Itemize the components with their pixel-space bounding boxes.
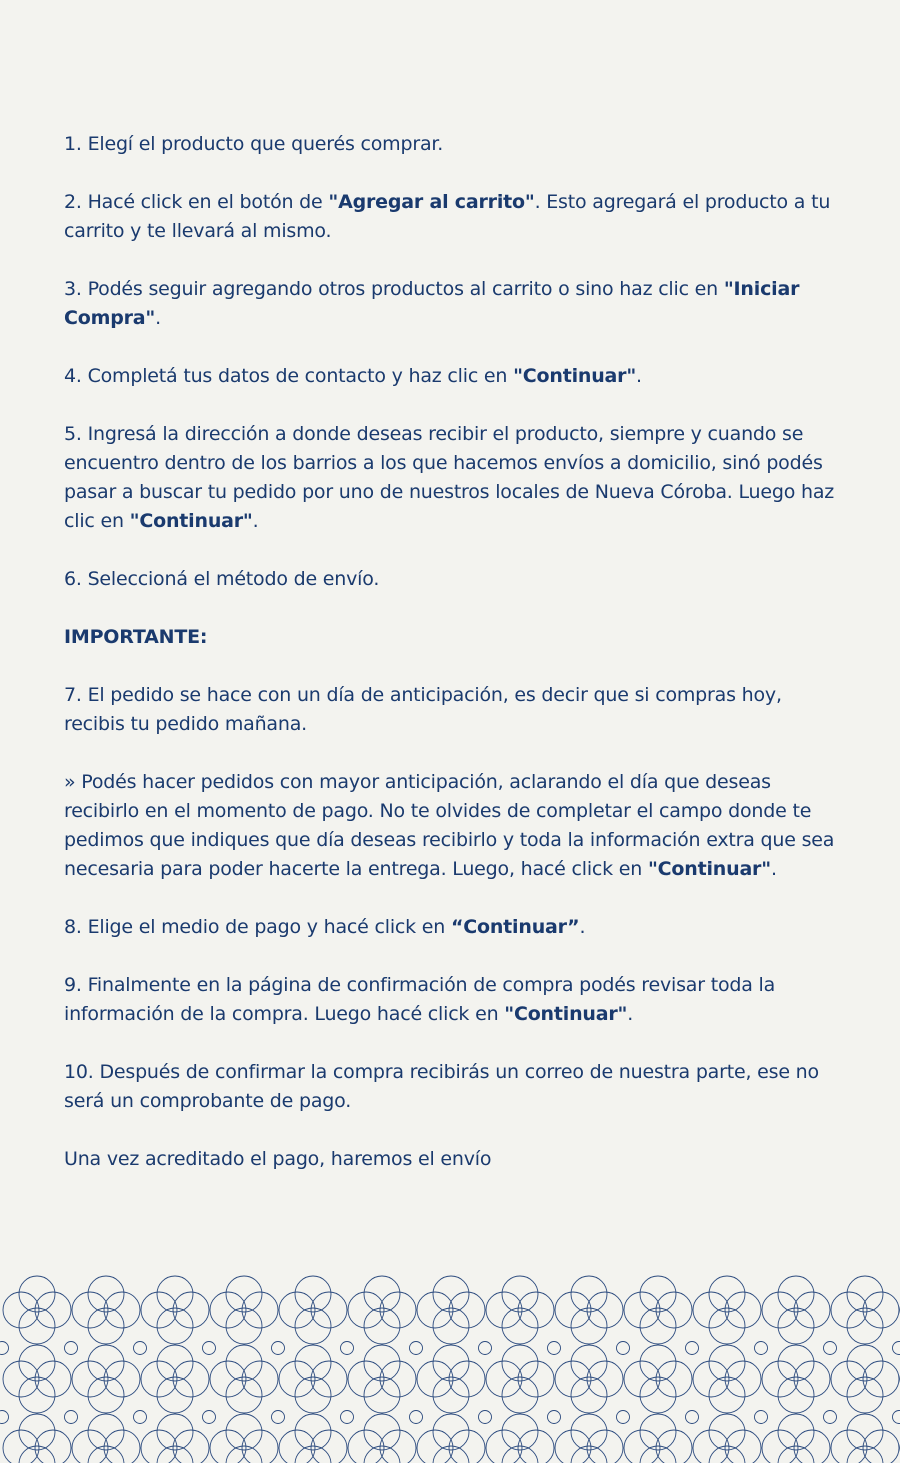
pattern-lobe [656,1292,692,1328]
pattern-lobe [35,1292,71,1328]
pattern-lobe [587,1292,623,1328]
pattern-lobe [295,1345,331,1381]
continue-label: "Continuar" [129,510,253,532]
pattern-lobe [72,1361,108,1397]
pattern-lobe [449,1361,485,1397]
pattern-ring [341,1342,354,1355]
pattern-lobe [571,1377,607,1413]
pattern-ring [0,1342,9,1355]
pattern-lobe [3,1361,39,1397]
pattern-lobe [210,1361,246,1397]
pattern-lobe [831,1292,867,1328]
continue-label: "Continuar" [504,1003,628,1025]
pattern-lobe [226,1446,262,1463]
pattern-lobe [364,1308,400,1344]
pattern-lobe [555,1361,591,1397]
pattern-lobe [794,1361,830,1397]
pattern-lobe [555,1292,591,1328]
pattern-lobe [157,1414,193,1450]
pattern-lobe [433,1308,469,1344]
pattern-lobe [847,1308,883,1344]
pattern-lobe [35,1361,71,1397]
pattern-lobe [417,1292,453,1328]
pattern-lobe [656,1361,692,1397]
pattern-lobe [486,1292,522,1328]
pattern-ring [755,1342,768,1355]
step-9: 9. Finalmente en la página de confirmación de compra podés revisar toda la información de la compra. Luego hacé click en "Continuar". [64,974,776,1025]
pattern-lobe [364,1446,400,1463]
pattern-lobe [847,1377,883,1413]
pattern-lobe [3,1292,39,1328]
pattern-lobe [502,1308,538,1344]
pattern-lobe [502,1446,538,1463]
pattern-ring [548,1342,561,1355]
pattern-lobe [640,1414,676,1450]
step-8: 8. Elige el medio de pago y hacé click en “Continuar”. [64,916,586,938]
advance-order-note: » Podés hacer pedidos con mayor anticipación, aclarando el día que deseas recibirlo en el momento de pago. No te olvides de completar el campo donde te pedimos que indiques que día deseas recibirlo y toda la información extra que sea necesaria para poder hacerte la entrega. Luego, hacé click en "Continuar". [64,771,835,880]
pattern-lobe [778,1446,814,1463]
pattern-lobe [173,1361,209,1397]
pattern-lobe [640,1276,676,1312]
pattern-lobe [778,1276,814,1312]
pattern-lobe [157,1308,193,1344]
pattern-lobe [709,1414,745,1450]
pattern-lobe [19,1377,55,1413]
step-3: 3. Podés seguir agregando otros productos al carrito o sino haz clic en "Iniciar Compra". [64,278,800,329]
pattern-lobe [88,1377,124,1413]
pattern-lobe [104,1361,140,1397]
pattern-lobe [502,1377,538,1413]
step-5: 5. Ingresá la dirección a donde deseas recibir el producto, siempre y cuando se encuentro dentro de los barrios a los que hacemos envíos a domicilio, sinó podés pasar a buscar tu pedido por uno de nuestros locales de Nueva Córoba. Luego haz clic en "Continuar". [64,423,835,532]
continue-label: "Continuar" [647,858,771,880]
pattern-lobe [624,1361,660,1397]
pattern-lobe [762,1292,798,1328]
pattern-ring [479,1411,492,1424]
pattern-lobe [364,1377,400,1413]
pattern-lobe [364,1276,400,1312]
quatrefoil-pattern-icon [0,1270,900,1463]
pattern-lobe [624,1292,660,1328]
step-7: 7. El pedido se hace con un día de anticipación, es decir que si compras hoy, recibis tu pedido mañana. [64,684,782,735]
pattern-lobe [709,1276,745,1312]
pattern-lobe [364,1345,400,1381]
pattern-lobe [226,1345,262,1381]
continue-label: “Continuar” [450,916,580,938]
step-1: 1. Elegí el producto que querés comprar. [64,133,444,155]
pattern-ring [617,1411,630,1424]
purchase-steps [64,130,844,1203]
decorative-pattern [0,1270,900,1463]
pattern-lobe [19,1446,55,1463]
pattern-lobe [88,1414,124,1450]
pattern-lobe [502,1345,538,1381]
pattern-lobe [210,1292,246,1328]
pattern-lobe [88,1308,124,1344]
pattern-lobe [88,1446,124,1463]
pattern-lobe [778,1414,814,1450]
pattern-lobe [295,1308,331,1344]
pattern-lobe [19,1345,55,1381]
pattern-ring [341,1411,354,1424]
pattern-lobe [157,1276,193,1312]
pattern-ring [686,1342,699,1355]
pattern-ring [65,1411,78,1424]
pattern-ring [893,1342,900,1355]
pattern-lobe [157,1446,193,1463]
pattern-lobe [709,1377,745,1413]
pattern-lobe [778,1345,814,1381]
pattern-ring [410,1342,423,1355]
pattern-ring [203,1411,216,1424]
pattern-lobe [518,1292,554,1328]
pattern-lobe [725,1292,761,1328]
pattern-lobe [571,1276,607,1312]
pattern-lobe [279,1292,315,1328]
start-purchase-label: "Iniciar Compra" [64,278,800,329]
pattern-lobe [863,1361,899,1397]
pattern-ring [410,1411,423,1424]
pattern-lobe [709,1446,745,1463]
pattern-lobe [486,1361,522,1397]
pattern-ring [617,1342,630,1355]
pattern-lobe [88,1276,124,1312]
pattern-lobe [518,1361,554,1397]
pattern-lobe [19,1414,55,1450]
pattern-lobe [571,1446,607,1463]
pattern-lobe [157,1345,193,1381]
step-2: 2. Hacé click en el botón de "Agregar al carrito". Esto agregará el producto a tu carrito y te llevará al mismo. [64,191,831,242]
pattern-lobe [380,1361,416,1397]
pattern-lobe [847,1276,883,1312]
pattern-lobe [778,1377,814,1413]
pattern-lobe [433,1345,469,1381]
pattern-ring [824,1342,837,1355]
pattern-lobe [433,1446,469,1463]
pattern-ring [134,1342,147,1355]
pattern-lobe [141,1292,177,1328]
pattern-ring [686,1411,699,1424]
pattern-lobe [348,1292,384,1328]
important-heading: IMPORTANTE: [64,626,208,648]
pattern-lobe [226,1377,262,1413]
step-6: 6. Seleccioná el método de envío. [64,568,380,590]
pattern-lobe [571,1414,607,1450]
pattern-lobe [762,1361,798,1397]
pattern-lobe [433,1414,469,1450]
pattern-lobe [587,1361,623,1397]
pattern-lobe [709,1345,745,1381]
pattern-lobe [433,1276,469,1312]
pattern-lobe [226,1308,262,1344]
pattern-lobe [295,1377,331,1413]
pattern-lobe [226,1414,262,1450]
pattern-ring [272,1342,285,1355]
pattern-lobe [19,1276,55,1312]
pattern-lobe [847,1345,883,1381]
pattern-lobe [295,1446,331,1463]
pattern-lobe [831,1361,867,1397]
pattern-lobe [380,1292,416,1328]
pattern-lobe [502,1276,538,1312]
pattern-lobe [778,1308,814,1344]
pattern-ring [893,1411,900,1424]
pattern-lobe [311,1292,347,1328]
pattern-lobe [295,1276,331,1312]
pattern-ring [824,1411,837,1424]
pattern-lobe [104,1292,140,1328]
add-to-cart-label: "Agregar al carrito" [328,191,535,213]
pattern-ring [755,1411,768,1424]
pattern-lobe [157,1377,193,1413]
pattern-lobe [640,1345,676,1381]
pattern-lobe [364,1414,400,1450]
pattern-lobe [173,1292,209,1328]
pattern-lobe [279,1361,315,1397]
pattern-ring [548,1411,561,1424]
pattern-lobe [311,1361,347,1397]
pattern-lobe [847,1446,883,1463]
pattern-lobe [725,1361,761,1397]
pattern-lobe [794,1292,830,1328]
pattern-ring [272,1411,285,1424]
pattern-ring [0,1411,9,1424]
pattern-ring [65,1342,78,1355]
pattern-lobe [417,1361,453,1397]
pattern-lobe [693,1361,729,1397]
pattern-lobe [433,1377,469,1413]
pattern-lobe [295,1414,331,1450]
step-10: 10. Después de confirmar la compra recibirás un correo de nuestra parte, ese no será un comprobante de pago. [64,1061,819,1112]
pattern-lobe [863,1292,899,1328]
continue-label: "Continuar" [513,365,637,387]
pattern-lobe [571,1345,607,1381]
pattern-lobe [709,1308,745,1344]
pattern-lobe [640,1308,676,1344]
pattern-lobe [348,1361,384,1397]
pattern-ring [479,1342,492,1355]
pattern-lobe [88,1345,124,1381]
pattern-ring [134,1411,147,1424]
pattern-lobe [141,1361,177,1397]
pattern-lobe [449,1292,485,1328]
step-4: 4. Completá tus datos de contacto y haz clic en "Continuar". [64,365,642,387]
pattern-lobe [640,1446,676,1463]
pattern-lobe [571,1308,607,1344]
pattern-lobe [242,1361,278,1397]
pattern-lobe [847,1414,883,1450]
pattern-lobe [502,1414,538,1450]
pattern-lobe [72,1292,108,1328]
final-note: Una vez acreditado el pago, haremos el envío [64,1148,492,1170]
pattern-lobe [640,1377,676,1413]
pattern-lobe [226,1276,262,1312]
pattern-lobe [19,1308,55,1344]
pattern-lobe [242,1292,278,1328]
pattern-lobe [693,1292,729,1328]
pattern-ring [203,1342,216,1355]
